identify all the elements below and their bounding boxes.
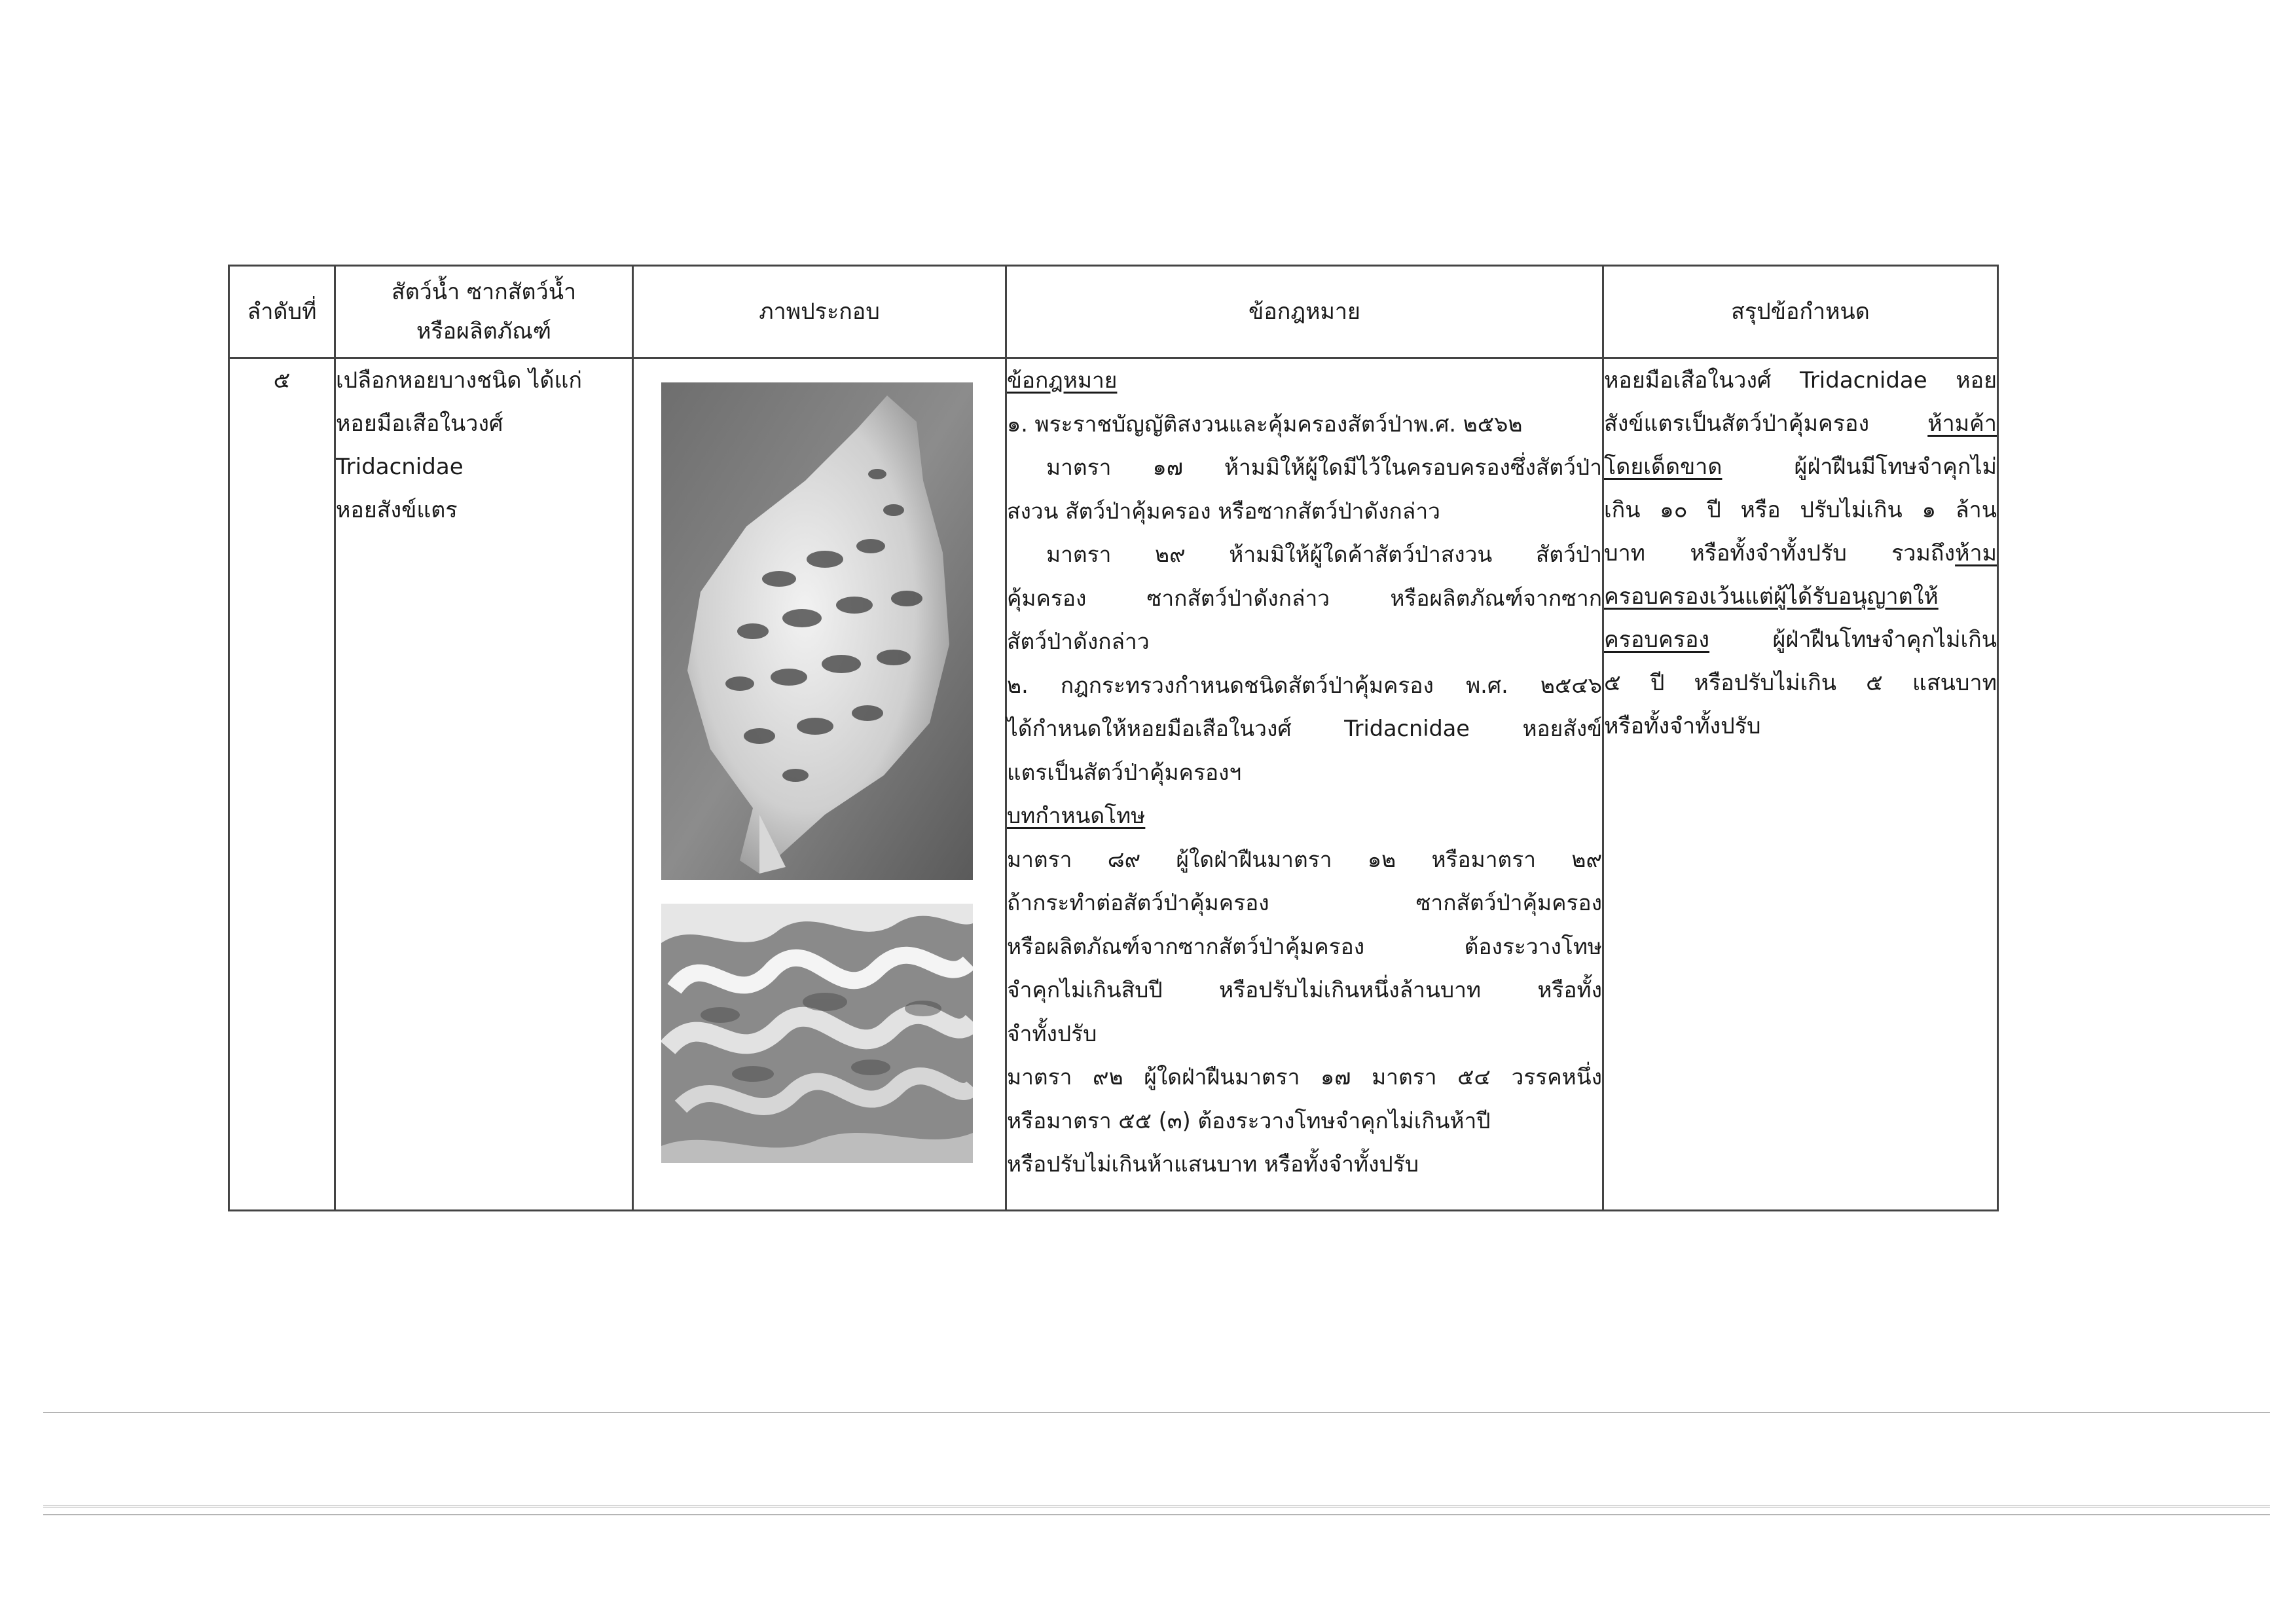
header-animal	[335, 266, 633, 358]
summary-text: ผู้ฝ่าฝืนมีโทษจำคุกไม่	[1722, 454, 1997, 480]
table-row	[229, 358, 1998, 1211]
animal-line: เปลือกหอยบางชนิด ได้แก่	[336, 367, 582, 394]
act2-text: ๒. กฎกระทรวงกำหนดชนิดสัตว์ป่าคุ้มครอง พ.ศ. ๒๕๔๖	[1007, 672, 1602, 698]
summary-line: ๕ ปี หรือปรับไม่เกิน ๕ แสนบาท	[1604, 670, 1997, 696]
header-image: ภาพประกอบ	[633, 266, 1006, 358]
section89-text: จำทั้งปรับ	[1007, 1020, 1097, 1046]
animal-line: Tridacnidae	[336, 454, 464, 480]
footer-rule	[43, 1514, 2270, 1515]
summary-line: หอยมือเสือในวงศ์ Tridacnidae หอย	[1604, 367, 1997, 394]
summary-line	[1604, 532, 1997, 575]
section89-text: จำคุกไม่เกินสิบปี หรือปรับไม่เกินหนึ่งล้านบาท หรือทั้ง	[1007, 977, 1602, 1003]
summary-underlined: ห้ามค้า	[1927, 411, 1997, 437]
image-cell	[633, 358, 1006, 1211]
animal-line: หอยสังข์แตร	[336, 497, 458, 523]
summary-underlined: ห้าม	[1955, 540, 1997, 566]
summary-line	[1604, 445, 1997, 489]
act1-title: ๑. พระราชบัญญัติสงวนและคุ้มครองสัตว์ป่าพ.ศ. ๒๕๖๒	[1007, 411, 1523, 437]
act2-text: ได้กำหนดให้หอยมือเสือในวงศ์ Tridacnidae หอยสังข์	[1007, 716, 1602, 741]
summary-line: เกิน ๑๐ ปี หรือ ปรับไม่เกิน ๑ ล้าน	[1604, 497, 1997, 523]
section29-text: คุ้มครอง ซากสัตว์ป่าดังกล่าว หรือผลิตภัณฑ์จากซาก	[1007, 585, 1602, 611]
summary-text: ผู้ฝ่าฝืนโทษจำคุกไม่เกิน	[1709, 627, 1997, 653]
section29-text: มาตรา ๒๙ ห้ามมิให้ผู้ใดค้าสัตว์ป่าสงวน สัตว์ป่า	[1046, 542, 1602, 567]
section92-text: หรือมาตรา ๕๕ (๓) ต้องระวางโทษจำคุกไม่เกินห้าปี	[1007, 1107, 1491, 1134]
animal-line: หอยมือเสือในวงศ์	[336, 411, 503, 437]
conch-shell-photo	[661, 382, 973, 880]
header-law: ข้อกฎหมาย	[1006, 266, 1603, 358]
summary-cell	[1603, 358, 1998, 1211]
summary-underlined: โดยเด็ดขาด	[1604, 454, 1722, 480]
header-row	[229, 266, 1998, 358]
summary-underlined: ครอบครองเว้นแต่ผู้ได้รับอนุญาตให้	[1604, 583, 1939, 610]
header-animal-line2: หรือผลิตภัณฑ์	[416, 318, 552, 344]
section89-text: ถ้ากระทำต่อสัตว์ป่าคุ้มครอง ซากสัตว์ป่าคุ้มครอง	[1007, 890, 1602, 915]
giant-clam-photo	[661, 904, 973, 1163]
section89-text: มาตรา ๘๙ ผู้ใดฝ่าฝืนมาตรา ๑๒ หรือมาตรา ๒๙	[1007, 846, 1602, 872]
regulation-table	[228, 265, 1999, 1211]
row-number-value: ๕	[273, 367, 291, 394]
penalty-heading: บทกำหนดโทษ	[1007, 803, 1146, 828]
section17-text: สงวน สัตว์ป่าคุ้มครอง หรือซากสัตว์ป่าดังกล่าว	[1007, 498, 1440, 524]
summary-line: หรือทั้งจำทั้งปรับ	[1604, 713, 1761, 739]
summary-underlined: ครอบครอง	[1604, 627, 1710, 653]
header-no: ลำดับที่	[229, 266, 335, 358]
summary-text: สังข์แตรเป็นสัตว์ป่าคุ้มครอง	[1604, 411, 1928, 437]
header-summary: สรุปข้อกำหนด	[1603, 266, 1998, 358]
footer-double-rule	[43, 1505, 2270, 1507]
law-heading: ข้อกฎหมาย	[1007, 367, 1118, 393]
summary-line	[1604, 575, 1997, 618]
summary-line	[1604, 618, 1997, 661]
footer-divider	[43, 1412, 2270, 1413]
section89-text: หรือผลิตภัณฑ์จากซากสัตว์ป่าคุ้มครอง ต้องระวางโทษ	[1007, 933, 1602, 959]
summary-text: บาท หรือทั้งจำทั้งปรับ รวมถึง	[1604, 540, 1956, 566]
section92-text: มาตรา ๙๒ ผู้ใดฝ่าฝืนมาตรา ๑๗ มาตรา ๕๔ วรรคหนึ่ง	[1007, 1064, 1602, 1090]
summary-line	[1604, 402, 1997, 445]
header-animal-line1: สัตว์น้ำ ซากสัตว์น้ำ	[391, 279, 577, 305]
section92-text: หรือปรับไม่เกินห้าแสนบาท หรือทั้งจำทั้งปรับ	[1007, 1151, 1419, 1177]
section17-text: มาตรา ๑๗ ห้ามมิให้ผู้ใดมีไว้ในครอบครองซึ่งสัตว์ป่า	[1046, 454, 1602, 480]
animal-cell	[335, 358, 633, 1211]
law-cell	[1006, 358, 1603, 1211]
section29-text: สัตว์ป่าดังกล่าว	[1007, 629, 1150, 654]
act2-text: แตรเป็นสัตว์ป่าคุ้มครองฯ	[1007, 759, 1242, 785]
row-number	[229, 358, 335, 1211]
